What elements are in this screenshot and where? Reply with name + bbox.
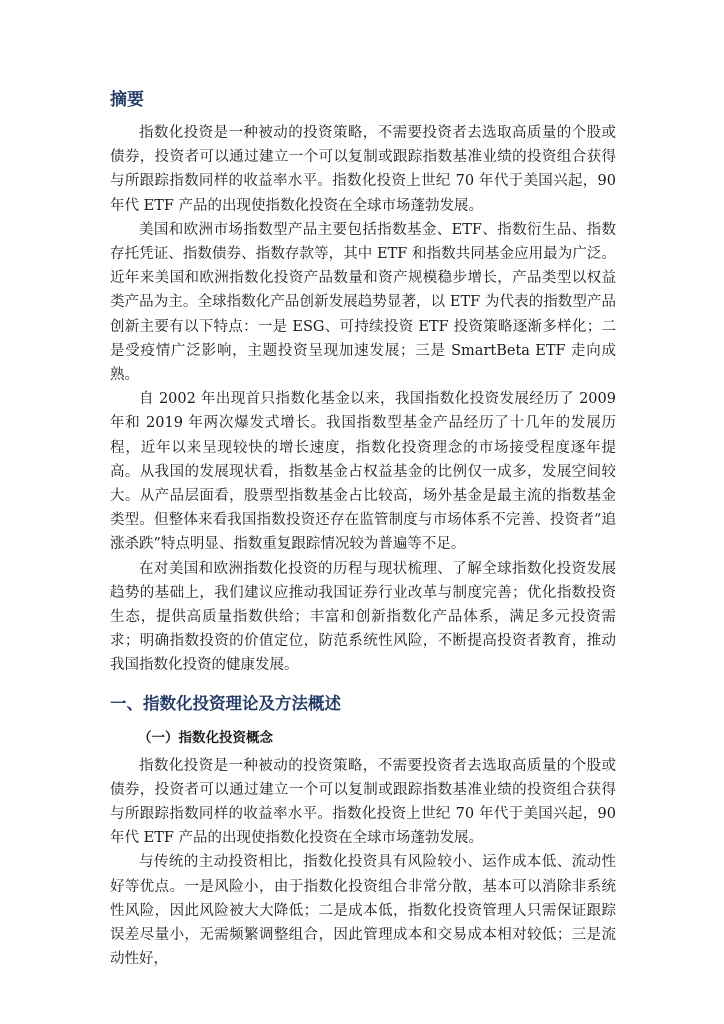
abstract-paragraph-4: 在对美国和欧洲指数化投资的历程与现状梳理、了解全球指数化投资发展趋势的基础上，我们建议应推动我国证券行业改革与制度完善；优化指数投资生态，提供高质量指数供给；丰富和创新指数化产品体系，满足多元投资需求；明确指数投资的价值定位，防范系统性风险，不断提高投资者教育，推动我国指数化投资的健康发展。 [110, 560, 616, 674]
abstract-paragraph-3: 自 2002 年出现首只指数化基金以来，我国指数化投资发展经历了 2009 年和 2019 年两次爆发式增长。我国指数型基金产品经历了十几年的发展历程，近年以来呈现较快的增长速度，指数化投资理念的市场接受程度逐年提高。从我国的发展现状看，指数基金占权益基金的比例仅一成多，发展空间较大。从产品层面看，股票型指数基金占比较高，场外基金是最主流的指数基金类型。但整体来看我国指数投资还存在监管制度与市场体系不完善、投资者“追涨杀跌”特点明显、指数重复跟踪情况较为普遍等不足。 [110, 391, 616, 553]
section-paragraph-1: 指数化投资是一种被动的投资策略，不需要投资者去选取高质量的个股或债券，投资者可以通过建立一个可以复制或跟踪指数基准业绩的投资组合获得与所跟踪指数同样的收益率水平。指数化投资上世纪 70 年代于美国兴起，90 年代 ETF 产品的出现使指数化投资在全球市场蓬勃发展。 [110, 757, 616, 847]
abstract-paragraph-1: 指数化投资是一种被动的投资策略，不需要投资者去选取高质量的个股或债券，投资者可以通过建立一个可以复制或跟踪指数基准业绩的投资组合获得与所跟踪指数同样的收益率水平。指数化投资上世纪 70 年代于美国兴起，90 年代 ETF 产品的出现使指数化投资在全球市场蓬勃发展。 [110, 125, 616, 214]
subsection-heading: （一）指数化投资概念 [138, 729, 273, 746]
document-body [110, 88, 616, 972]
section-heading: 一、指数化投资理论及方法概述 [110, 693, 341, 713]
abstract-paragraph-2: 美国和欧洲市场指数型产品主要包括指数基金、ETF、指数衍生品、指数存托凭证、指数债券、指数存款等，其中 ETF 和指数共同基金应用最为广泛。近年来美国和欧洲指数化投资产品数量和资产规模稳步增长，产品类型以权益类产品为主。全球指数化产品创新发展趋势显著，以 ETF 为代表的指数型产品创新主要有以下特点：一是 ESG、可持续投资 ETF 投资策略逐渐多样化；二是受疫情广泛影响，主题投资呈现加速发展；三是 SmartBeta ETF 走向成熟。 [110, 221, 616, 384]
abstract-heading: 摘要 [110, 90, 144, 110]
section-paragraph-2: 与传统的主动投资相比，指数化投资具有风险较小、运作成本低、流动性好等优点。一是风险小，由于指数化投资组合非常分散，基本可以消除非系统性风险，因此风险被大大降低；二是成本低，指数化投资管理人只需保证跟踪误差尽量小，无需频繁调整组合，因此管理成本和交易成本相对较低；三是流动性好， [110, 854, 616, 968]
